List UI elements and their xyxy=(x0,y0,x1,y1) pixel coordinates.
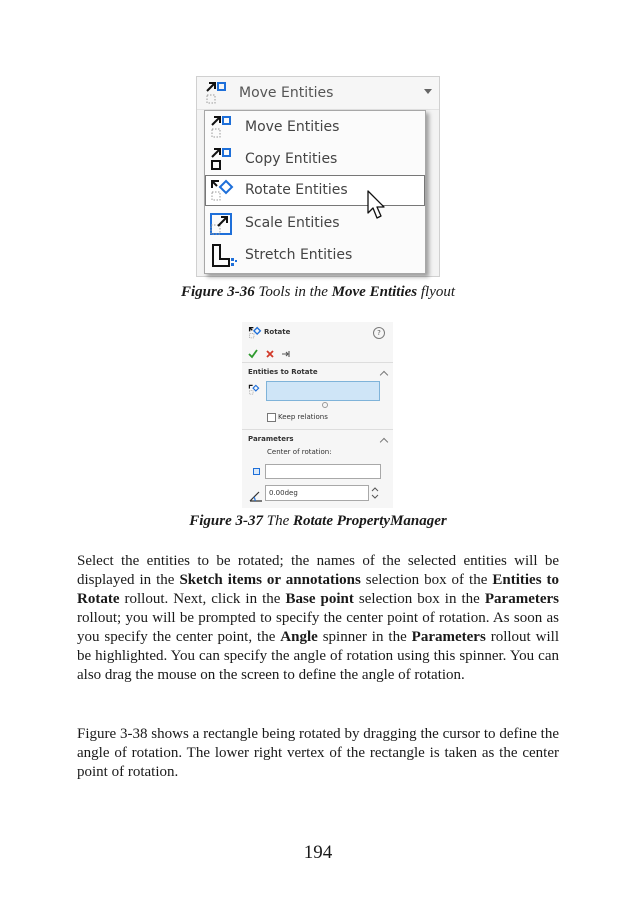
base-point-icon xyxy=(253,468,260,475)
menu-item-label: Scale Entities xyxy=(245,215,340,231)
angle-spinner-arrows[interactable] xyxy=(370,485,380,501)
collapse-caret-icon[interactable] xyxy=(380,371,388,379)
pushpin-icon[interactable] xyxy=(281,344,291,363)
menu-item-rotate-entities[interactable] xyxy=(205,175,425,206)
figure-number: Figure 3-37 xyxy=(189,513,263,529)
menu-item-label: Move Entities xyxy=(245,119,340,135)
page-number: 194 xyxy=(303,842,333,863)
center-of-rotation-label: Center of rotation: xyxy=(267,448,332,456)
base-point-selection-box[interactable] xyxy=(265,464,381,479)
flyout-header-label: Move Entities xyxy=(239,85,334,101)
keep-relations-checkbox[interactable] xyxy=(267,413,276,422)
keep-relations-label: Keep relations xyxy=(278,413,328,421)
figure-number: Figure 3-36 xyxy=(180,284,255,300)
cancel-x-icon[interactable] xyxy=(265,344,275,363)
pm-title: Rotate xyxy=(264,328,291,336)
scale-entities-icon xyxy=(209,211,235,241)
chevron-down-icon[interactable] xyxy=(424,89,432,94)
sketch-items-icon xyxy=(248,381,260,400)
figure-3-36-caption: Figure 3-36 Tools in the Move Entities flyout xyxy=(180,284,456,300)
flyout-header[interactable] xyxy=(197,77,439,110)
menu-item-label: Stretch Entities xyxy=(245,247,353,263)
sketch-items-selection-box[interactable] xyxy=(266,381,380,401)
menu-item-scale-entities[interactable] xyxy=(205,208,425,238)
separator xyxy=(242,429,393,430)
menu-item-copy-entities[interactable] xyxy=(205,144,425,174)
menu-item-move-entities[interactable] xyxy=(205,112,425,142)
help-icon[interactable]: ? xyxy=(373,327,385,339)
move-entities-flyout xyxy=(196,76,440,277)
figure-3-37-caption: Figure 3-37 The Rotate PropertyManager xyxy=(189,513,447,529)
menu-item-label: Rotate Entities xyxy=(245,182,348,198)
rotate-entities-icon xyxy=(209,178,235,208)
ok-check-icon[interactable] xyxy=(248,344,258,363)
copy-entities-icon xyxy=(209,147,235,177)
paragraph-figure-3-38: Figure 3-38 shows a rectangle being rotated by dragging the cursor to define the angle of rotation. The lower right vertex of the rectangle is taken as the center point of rotation. xyxy=(77,726,559,780)
stretch-entities-icon xyxy=(209,243,239,273)
collapse-caret-icon[interactable] xyxy=(380,438,388,446)
entities-to-rotate-heading[interactable]: Entities to Rotate xyxy=(248,368,318,376)
resize-handle-icon[interactable] xyxy=(322,402,328,408)
angle-icon xyxy=(249,487,263,506)
menu-item-stretch-entities[interactable] xyxy=(205,240,425,270)
menu-item-label: Copy Entities xyxy=(245,151,338,167)
angle-value: 0.00deg xyxy=(269,489,298,497)
flyout-menu xyxy=(204,110,426,274)
angle-spinner-input[interactable] xyxy=(265,485,369,501)
move-entities-icon xyxy=(204,81,230,111)
rotate-property-manager xyxy=(242,322,393,508)
rotate-entities-icon xyxy=(248,325,262,344)
paragraph-rotate-instructions: Select the entities to be rotated; the names of the selected entities will be displayed in the Sketch items or annotations selection box of the Entities to Rotate rollout. Next, click in the Base point selection box in the Parameters rollout; you will be prompted to specify the center point of rotation. As soon as you specify the center point, the Angle spinner in the Parameters rollout will be highlighted. You can specify the angle of rotation using this spinner. You can also drag the mouse on the screen to define the angle of rotation. xyxy=(77,553,560,683)
separator xyxy=(242,362,393,363)
mouse-cursor-icon xyxy=(366,190,388,225)
parameters-heading[interactable]: Parameters xyxy=(248,435,294,443)
move-entities-icon xyxy=(209,115,235,145)
